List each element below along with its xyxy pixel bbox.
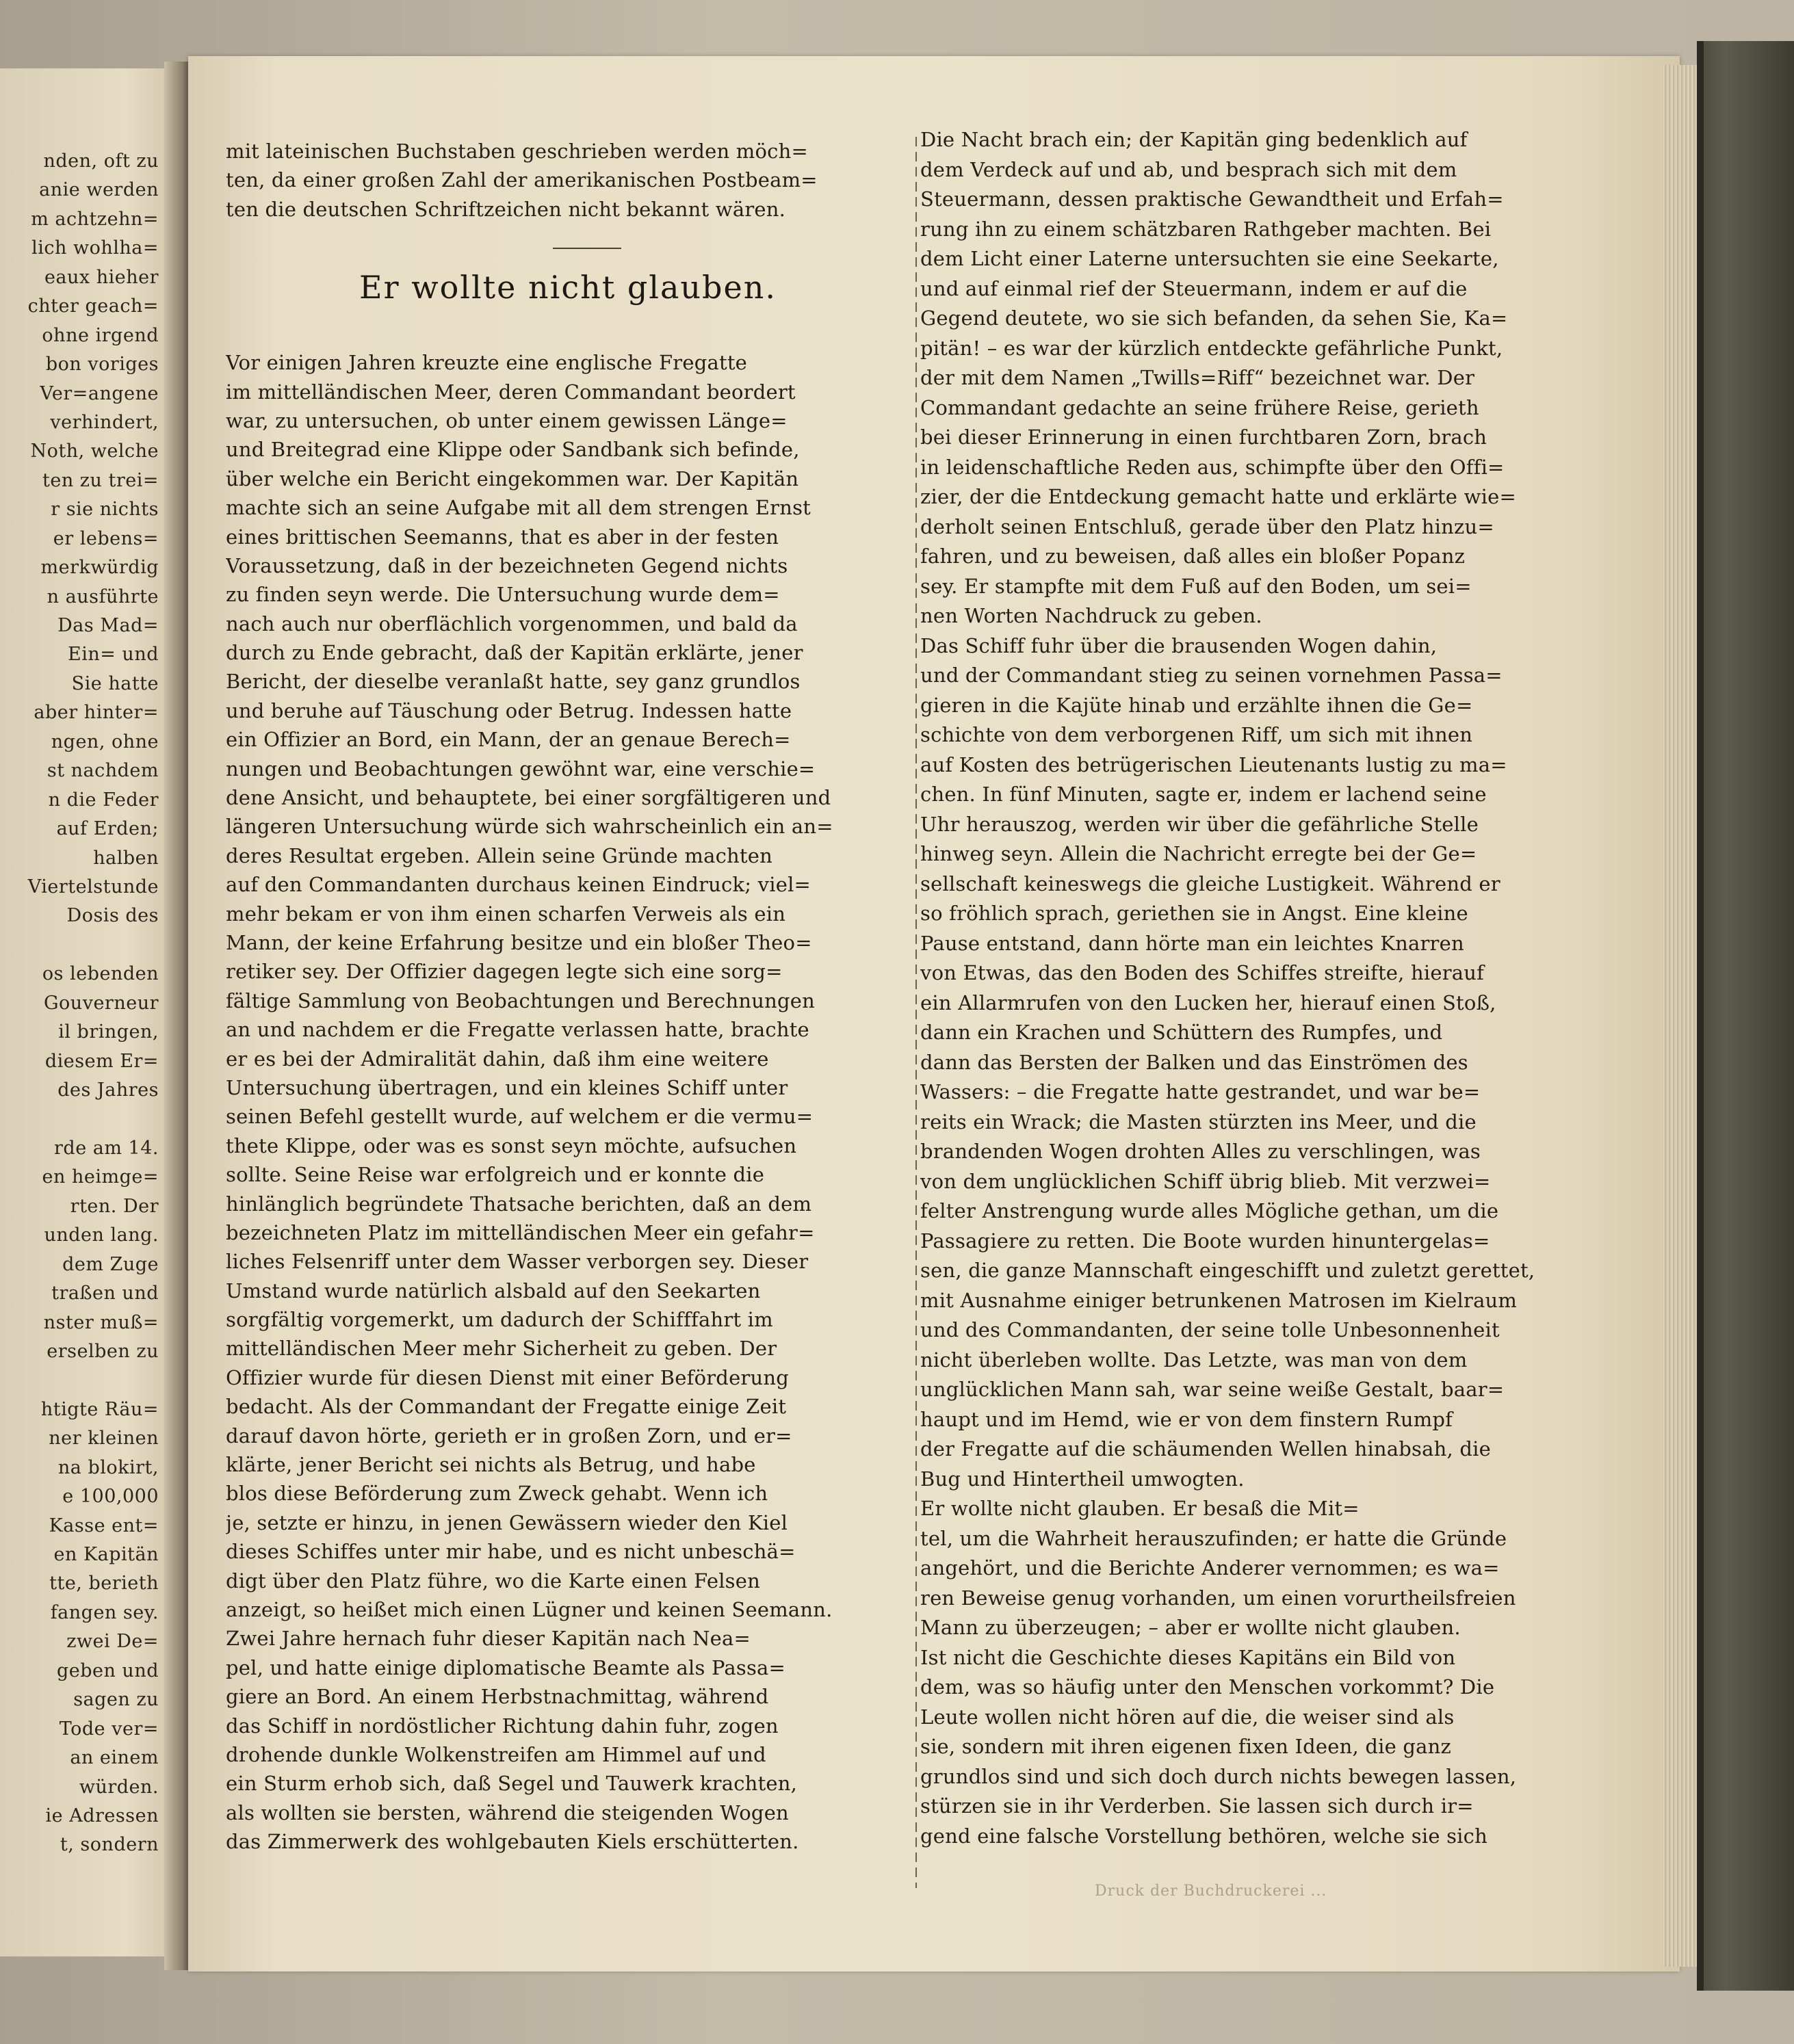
text-line: je, setzte er hinzu, in jenen Gewässern wieder den Kiel — [226, 1510, 788, 1534]
text-line: dem Zuge — [62, 1253, 159, 1275]
intro-line: ten, da einer großen Zahl der amerikanischen Postbeam= — [226, 168, 818, 192]
text-line: tte, berieth — [49, 1573, 159, 1595]
text-line: drohende dunkle Wolkenstreifen am Himmel auf und — [226, 1742, 766, 1766]
text-line: rde am 14. — [54, 1137, 159, 1159]
text-line: im mittelländischen Meer, deren Commandant beordert — [226, 380, 796, 404]
text-line: schichte von dem verborgenen Riff, um sich mit ihnen — [920, 723, 1473, 746]
text-line: anzeigt, so heißet mich einen Lügner und keinen Seemann. — [226, 1597, 833, 1621]
text-line: liches Felsenriff unter dem Wasser verborgen sey. Dieser — [226, 1250, 809, 1274]
page-edges — [1663, 65, 1697, 1967]
text-line — [0, 1105, 163, 1134]
text-line: retiker sey. Der Offizier dagegen legte sich eine sorg= — [226, 960, 783, 984]
text-line: Er wollte nicht glauben. Er besaß die Mit= — [920, 1497, 1360, 1520]
text-line: Untersuchung übertragen, und ein kleines Schiff unter — [226, 1075, 788, 1099]
text-line: so fröhlich sprach, geriethen sie in Angst. Eine kleine — [920, 902, 1468, 925]
text-line: sey. Er stampfte mit dem Fuß auf den Boden, um sei= — [920, 574, 1472, 598]
text-line: Gegend deutete, wo sie sich befanden, da sehen Sie, Ka= — [920, 306, 1508, 330]
text-line: derholt seinen Entschluß, gerade über den Platz hinzu= — [920, 514, 1494, 538]
text-line: bezeichneten Platz im mittelländischen Meer ein gefahr= — [226, 1220, 815, 1244]
text-line: an und nachdem er die Fregatte verlassen hatte, brachte — [226, 1018, 809, 1042]
text-line: Mann, der keine Erfahrung besitze und ein bloßer Theo= — [226, 930, 812, 954]
text-line: dann ein Krachen und Schüttern des Rumpfes, und — [920, 1021, 1443, 1044]
text-line: Dosis des — [66, 905, 159, 927]
text-line: auf Kosten des betrügerischen Lieutenants lustig zu ma= — [920, 752, 1507, 776]
text-line: Viertelstunde — [27, 876, 159, 897]
text-line: war, zu untersuchen, ob unter einem gewissen Länge= — [226, 408, 788, 432]
text-line: sorgfältig vorgemerkt, um dadurch der Schifffahrt im — [226, 1308, 773, 1332]
text-line: e 100,000 — [62, 1486, 159, 1508]
text-line: aber hinter= — [34, 702, 159, 724]
text-line: Passagiere zu retten. Die Boote wurden hinuntergelas= — [920, 1229, 1490, 1253]
text-line: anie werden — [39, 179, 159, 201]
text-line: Pause entstand, dann hörte man ein leichtes Knarren — [920, 931, 1464, 955]
text-line: r sie nichts — [51, 499, 159, 521]
text-line: dieses Schiffes unter mir habe, und es nicht unbeschä= — [226, 1540, 796, 1564]
text-line: Steuermann, dessen praktische Gewandtheit und Erfah= — [920, 187, 1504, 211]
text-line: ner kleinen — [49, 1428, 159, 1450]
text-line: Das Schiff fuhr über die brausenden Wogen dahin, — [920, 633, 1438, 657]
text-line: n ausführte — [47, 586, 159, 607]
text-line: unden lang. — [44, 1224, 159, 1246]
text-line: eines brittischen Seemanns, that es aber in der festen — [226, 525, 779, 549]
column-separator — [915, 137, 917, 1888]
text-line: Leute wollen nicht hören auf die, die weiser sind als — [920, 1705, 1455, 1729]
text-line: giere an Bord. An einem Herbstnachmittag, während — [226, 1685, 769, 1709]
text-line: dann das Bersten der Balken und das Einströmen des — [920, 1050, 1468, 1074]
article-title: Er wollte nicht glauben. — [359, 269, 777, 306]
text-line: traßen und — [51, 1283, 159, 1305]
text-line: darauf davon hörte, gerieth er in großen Zorn, und er= — [226, 1424, 792, 1447]
text-line: sagen zu — [73, 1689, 159, 1711]
text-line: zier, der die Entdeckung gemacht hatte und erklärte wie= — [920, 485, 1516, 508]
text-line: Wassers: – die Fregatte hatte gestrandet, und war be= — [920, 1080, 1481, 1103]
text-line: auf den Commandanten durchaus keinen Eindruck; viel= — [226, 873, 811, 897]
text-line: m achtzehn= — [31, 208, 159, 230]
text-line: en heimge= — [42, 1166, 159, 1188]
text-line: ein Sturm erhob sich, daß Segel und Tauwerk krachten, — [226, 1772, 798, 1796]
text-line: Ver=angene — [40, 382, 159, 404]
text-line: Offizier wurde für diesen Dienst mit einer Beförderung — [226, 1365, 790, 1389]
text-line: fangen sey. — [50, 1601, 159, 1623]
text-line: angehört, und die Berichte Anderer vernommen; es wa= — [920, 1556, 1500, 1580]
intro-line: mit lateinischen Buchstaben geschrieben werden möch= — [226, 140, 808, 163]
text-line: bon voriges — [45, 354, 159, 376]
text-line: hinlänglich begründete Thatsache berichten, daß an dem — [226, 1192, 812, 1216]
text-line: mehr bekam er von ihm einen scharfen Verweis als ein — [226, 902, 786, 926]
text-line: t, sondern — [60, 1834, 159, 1856]
text-line: fahren, und zu beweisen, daß alles ein bloßer Popanz — [920, 545, 1466, 568]
text-line: sellschaft keineswegs die gleiche Lustigkeit. Während er — [920, 872, 1500, 895]
text-line: na blokirt, — [57, 1456, 159, 1478]
text-line: gend eine falsche Vorstellung bethören, welche sie sich — [920, 1824, 1487, 1848]
text-line: halben — [93, 847, 159, 869]
text-line: dem, was so häufig unter den Menschen vorkommt? Die — [920, 1675, 1495, 1699]
book-cover — [1697, 41, 1794, 1991]
text-line: Vor einigen Jahren kreuzte eine englische Fregatte — [226, 351, 748, 375]
text-line: en Kapitän — [53, 1544, 159, 1565]
text-line: ren Beweise genug vorhanden, um einen vorurtheilsfreien — [920, 1586, 1516, 1610]
left-page-text — [0, 147, 163, 1912]
text-line: Commandant gedachte an seine frühere Reise, gerieth — [920, 395, 1479, 419]
text-line: Voraussetzung, daß in der bezeichneten Gegend nichts — [226, 553, 788, 577]
text-line: mittelländischen Meer mehr Sicherheit zu geben. Der — [226, 1337, 777, 1361]
text-line: chen. In fünf Minuten, sagte er, indem er lachend seine — [920, 783, 1487, 806]
text-line: Noth, welche — [30, 441, 159, 462]
text-line: reits ein Wrack; die Masten stürzten ins Meer, und die — [920, 1110, 1477, 1134]
text-line: als wollten sie bersten, während die steigenden Wogen — [226, 1800, 789, 1824]
text-line: des Jahres — [57, 1079, 159, 1101]
text-line: verhindert, — [50, 411, 159, 433]
intro-line: ten die deutschen Schriftzeichen nicht bekannt wären. — [226, 197, 786, 221]
text-line: klärte, jener Bericht sei nichts als Betrug, und habe — [226, 1453, 756, 1477]
text-line: von dem unglücklichen Schiff übrig blieb. Mit verzwei= — [920, 1169, 1491, 1193]
text-line: Tode ver= — [59, 1718, 159, 1740]
text-line: er lebens= — [53, 527, 159, 549]
text-line: os lebenden — [42, 963, 159, 985]
text-line: pitän! – es war der kürzlich entdeckte gefährliche Punkt, — [920, 336, 1503, 360]
text-line: Kasse ent= — [49, 1515, 159, 1536]
text-line: nden, oft zu — [43, 150, 159, 172]
text-line: diesem Er= — [44, 1050, 159, 1072]
text-line: das Zimmerwerk des wohlgebauten Kiels erschütterten. — [226, 1830, 799, 1854]
text-line: und Breitegrad eine Klippe oder Sandbank sich befinde, — [226, 438, 800, 462]
text-line: dem Licht einer Laterne untersuchten sie eine Seekarte, — [920, 247, 1499, 270]
text-line: ein Allarmrufen von den Lucken her, hierauf einen Stoß, — [920, 991, 1496, 1014]
text-line: nicht überleben wollte. Das Letzte, was man von dem — [920, 1348, 1468, 1372]
text-line: grundlos sind und sich doch durch nichts bewegen lassen, — [920, 1764, 1517, 1788]
text-line: er es bei der Admiralität dahin, daß ihm eine weitere — [226, 1047, 769, 1071]
text-line: das Schiff in nordöstlicher Richtung dahin fuhr, zogen — [226, 1714, 779, 1738]
text-line: digt über den Platz führe, wo die Karte einen Felsen — [226, 1569, 760, 1593]
text-line: unglücklichen Mann sah, war seine weiße Gestalt, baar= — [920, 1378, 1505, 1401]
text-line: durch zu Ende gebracht, daß der Kapitän erklärte, jener — [226, 641, 803, 665]
text-line: geben und — [56, 1660, 159, 1681]
text-line: htigte Räu= — [40, 1398, 159, 1420]
text-line: dene Ansicht, und behauptete, bei einer sorgfältigeren und — [226, 786, 831, 810]
text-line: und beruhe auf Täuschung oder Betrug. Indessen hatte — [226, 698, 792, 722]
text-line — [0, 931, 163, 960]
text-line: lich wohlha= — [31, 237, 159, 259]
text-line: in leidenschaftliche Reden aus, schimpfte über den Offi= — [920, 455, 1505, 479]
text-line: über welche ein Bericht eingekommen war. Der Kapitän — [226, 467, 799, 490]
text-line: il bringen, — [58, 1021, 159, 1043]
text-line: pel, und hatte einige diplomatische Beamte als Passa= — [226, 1655, 786, 1679]
text-line: hinweg seyn. Allein die Nachricht erregte bei der Ge= — [920, 842, 1477, 865]
text-line: Die Nacht brach ein; der Kapitän ging bedenklich auf — [920, 128, 1468, 151]
text-line: rten. Der — [70, 1195, 159, 1217]
text-line: sollte. Seine Reise war erfolgreich und er konnte die — [226, 1163, 765, 1187]
text-line: haupt und im Hemd, wie er von dem finstern Rumpf — [920, 1407, 1453, 1431]
text-line: und auf einmal rief der Steuermann, indem er auf die — [920, 276, 1468, 300]
article-column-2 — [920, 125, 1615, 1863]
text-line: Uhr herauszog, werden wir über die gefährliche Stelle — [920, 812, 1479, 836]
text-line: mit Ausnahme einiger betrunkenen Matrosen im Kielraum — [920, 1288, 1518, 1312]
text-line: merkwürdig — [40, 557, 159, 579]
text-line: Gouverneur — [43, 992, 159, 1014]
text-line: erselben zu — [47, 1340, 159, 1362]
text-line: zwei De= — [66, 1631, 159, 1653]
text-line: Bericht, der dieselbe veranlaßt hatte, sey ganz grundlos — [226, 670, 801, 694]
text-line: gieren in die Kajüte hinab und erzählte ihnen die Ge= — [920, 693, 1473, 717]
text-line: würden. — [79, 1776, 159, 1798]
text-line: tel, um die Wahrheit herauszufinden; er hatte die Gründe — [920, 1526, 1507, 1550]
text-line: n die Feder — [48, 789, 159, 811]
text-line: der mit dem Namen „Twills=Riff“ bezeichnet war. Der — [920, 366, 1475, 389]
text-line: deres Resultat ergeben. Allein seine Gründe machten — [226, 843, 773, 867]
text-line: Sie hatte — [71, 672, 159, 694]
text-line: von Etwas, das den Boden des Schiffes streifte, hierauf — [920, 961, 1485, 984]
text-line: thete Klippe, oder was es sonst seyn möchte, aufsuchen — [226, 1134, 797, 1157]
text-line: st nachdem — [47, 760, 159, 782]
text-line: brandenden Wogen drohten Alles zu verschlingen, was — [920, 1140, 1481, 1163]
text-line: Das Mad= — [57, 615, 159, 636]
text-line: ie Adressen — [45, 1805, 159, 1826]
text-line: Zwei Jahre hernach fuhr dieser Kapitän nach Nea= — [226, 1627, 751, 1651]
text-line: nungen und Beobachtungen gewöhnt war, eine verschie= — [226, 757, 816, 781]
text-line: blos diese Beförderung zum Zweck gehabt. Wenn ich — [226, 1482, 768, 1506]
text-line: ein Offizier an Bord, ein Mann, der an genaue Berech= — [226, 728, 791, 752]
text-line: ohne irgend — [42, 324, 159, 346]
article-column-1 — [226, 137, 910, 1895]
text-line: bedacht. Als der Commandant der Fregatte einige Zeit — [226, 1395, 787, 1419]
section-rule — [553, 248, 621, 249]
text-line: seinen Befehl gestellt wurde, auf welchem er die vermu= — [226, 1105, 814, 1129]
text-line: dem Verdeck auf und ab, und besprach sich mit dem — [920, 157, 1457, 181]
footer-imprint: Druck der Buchdruckerei ... — [1095, 1883, 1327, 1900]
text-line: auf Erden; — [56, 818, 159, 840]
text-line: felter Anstrengung wurde alles Mögliche gethan, um die — [920, 1199, 1499, 1222]
text-line: eaux hieher — [44, 266, 159, 288]
text-line — [0, 1366, 163, 1395]
text-line: chter geach= — [27, 296, 159, 317]
text-line: Mann zu überzeugen; – aber er wollte nicht glauben. — [920, 1616, 1461, 1639]
text-line: sie, sondern mit ihren eigenen fixen Ideen, die ganz — [920, 1735, 1451, 1758]
text-line: und des Commandanten, der seine tolle Unbesonnenheit — [920, 1318, 1500, 1341]
text-line: ten zu trei= — [42, 469, 159, 491]
text-line: und der Commandant stieg zu seinen vornehmen Passa= — [920, 664, 1503, 687]
text-line: sen, die ganze Mannschaft eingeschifft und zuletzt gerettet, — [920, 1259, 1535, 1282]
text-line: bei dieser Erinnerung in einen furchtbaren Zorn, brach — [920, 425, 1487, 449]
text-line: rung ihn zu einem schätzbaren Rathgeber machten. Bei — [920, 217, 1492, 241]
text-line: ngen, ohne — [51, 731, 159, 752]
text-line: nach auch nur oberflächlich vorgenommen, und bald da — [226, 612, 798, 636]
text-line: längeren Untersuchung würde sich wahrscheinlich ein an= — [226, 815, 833, 839]
text-line: der Fregatte auf die schäumenden Wellen hinabsah, die — [920, 1437, 1491, 1460]
text-line: Ein= und — [67, 644, 159, 666]
text-line: stürzen sie in ihr Verderben. Sie lassen sich durch ir= — [920, 1794, 1474, 1818]
text-line: Bug und Hintertheil umwogten. — [920, 1467, 1245, 1491]
text-line: nen Worten Nachdruck zu geben. — [920, 604, 1262, 627]
cover-edge — [1697, 41, 1704, 1991]
text-line: zu finden seyn werde. Die Untersuchung wurde dem= — [226, 583, 780, 607]
text-line: machte sich an seine Aufgabe mit all dem strengen Ernst — [226, 496, 811, 520]
text-line: fältige Sammlung von Beobachtungen und Berechnungen — [226, 988, 815, 1012]
text-line: Ist nicht die Geschichte dieses Kapitäns ein Bild von — [920, 1645, 1456, 1669]
text-line: an einem — [70, 1747, 159, 1769]
text-line: Umstand wurde natürlich alsbald auf den Seekarten — [226, 1279, 761, 1302]
text-line: nster muß= — [43, 1311, 159, 1333]
